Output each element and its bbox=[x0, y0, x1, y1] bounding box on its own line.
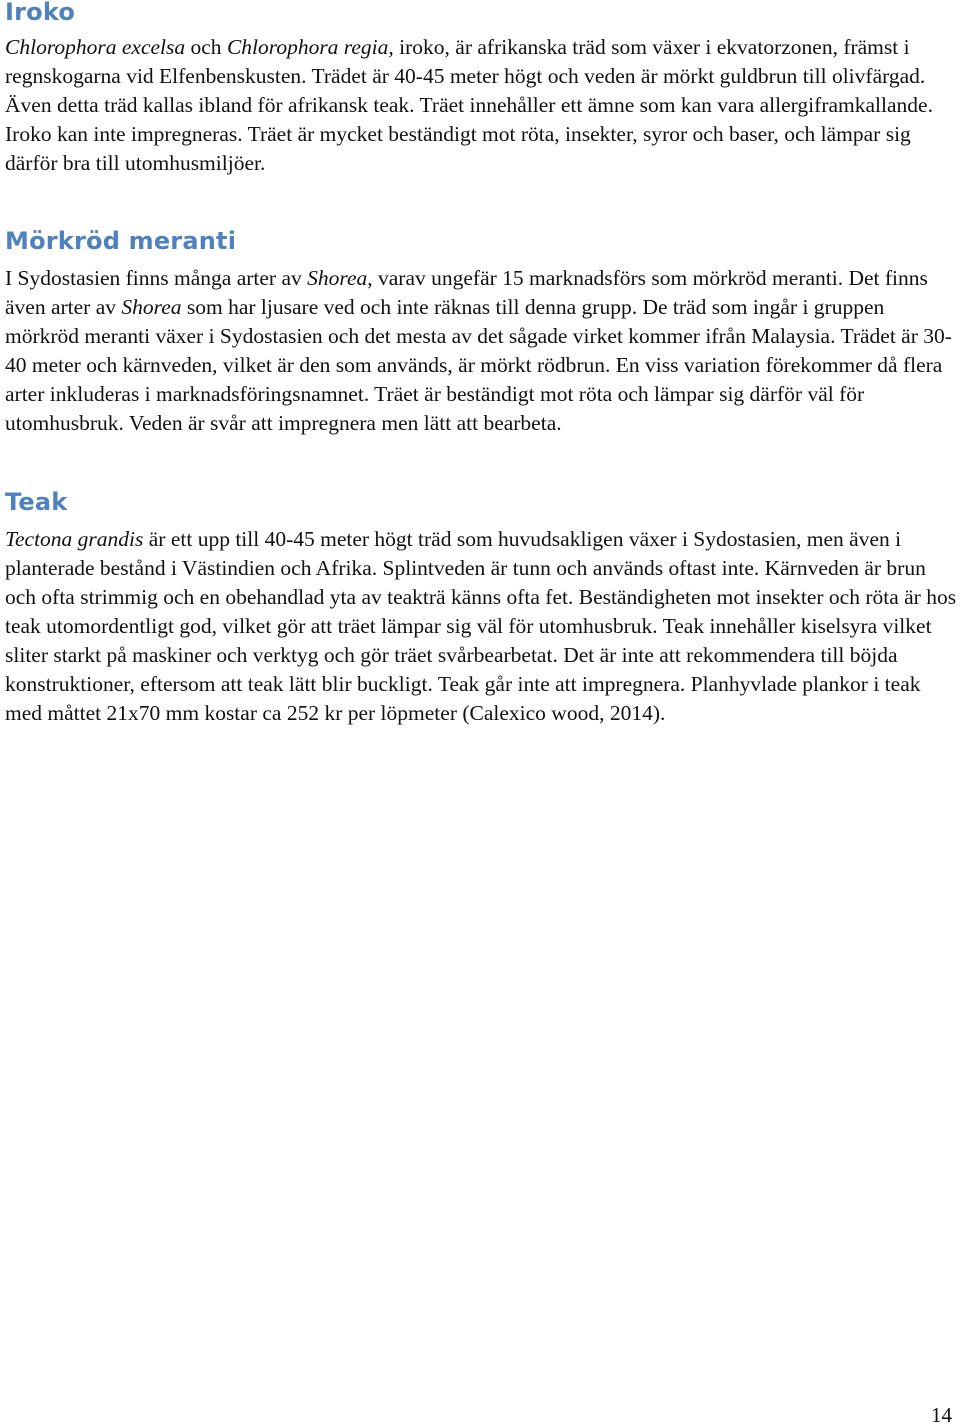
section-teak bbox=[5, 487, 957, 728]
text-run: som har ljusare ved och inte räknas till denna grupp. De träd som ingår i gruppen mörkröd meranti växer i Sydostasien och det mesta av det sågade virket kommer ifrån Malaysia. Trädet är 30-40 meter och kärnveden, vilket är den som används, är mörkt rödbrun. En viss variation förekommer då flera arter inkluderas i marknadsföringsnamnet. Träet är beständigt mot röta och lämpar sig därför väl för utomhusbruk. Veden är svår att impregnera men lätt att bearbeta. bbox=[5, 295, 952, 435]
species-name: Chlorophora regia, bbox=[226, 35, 394, 59]
heading-meranti: Mörkröd meranti bbox=[5, 227, 237, 255]
text-run: I Sydostasien finns många arter av bbox=[5, 266, 308, 290]
text-run: och bbox=[185, 35, 227, 59]
species-name: Shorea bbox=[307, 266, 368, 290]
paragraph-iroko bbox=[5, 33, 957, 178]
text-run: är ett upp till 40-45 meter högt träd som huvudsakligen växer i Sydostasien, men även i planterade bestånd i Västindien och Afrika. Splintveden är tunn och används oftast inte. Kärnveden är brun och ofta strimmig och en obehandlad yta av teakträ känns ofta fet. Beständigheten mot insekter och röta är hos teak utomordentligt god, vilket gör att träet lämpar sig väl för utomhusbruk. Teak innehåller kiselsyra vilket sliter starkt på maskiner och verktyg och gör träet svårbearbetat. Det är inte att rekommendera till böjda konstruktioner, eftersom att teak lätt blir buckligt. Teak går inte att impregnera. Planhyvlade plankor i teak med måttet 21x70 mm kostar ca 252 kr per löpmeter (Calexico wood, 2014). bbox=[5, 527, 957, 725]
species-name: Tectona grandis bbox=[5, 527, 144, 551]
heading-teak: Teak bbox=[5, 488, 68, 516]
text-run: , varav ungefär 15 marknadsförs som mörkröd meranti. Det finns även arter av bbox=[5, 266, 928, 319]
species-name: Chlorophora excelsa bbox=[5, 35, 186, 59]
page-number: 14 bbox=[931, 1403, 952, 1427]
paragraph-teak bbox=[5, 525, 957, 728]
section-meranti bbox=[5, 226, 957, 438]
paragraph-meranti bbox=[5, 264, 957, 438]
text-run: iroko, är afrikanska träd som växer i ekvatorzonen, främst i regnskogarna vid Elfenbenskusten. Trädet är 40-45 meter högt och veden är mörkt guldbrun till olivfärgad. Även detta träd kallas ibland för afrikansk teak. Träet innehåller ett ämne som kan vara allergiframkallande. Iroko kan inte impregneras. Träet är mycket beständigt mot röta, insekter, syror och baser, och lämpar sig därför bra till utomhusmiljöer. bbox=[5, 35, 933, 175]
species-name: Shorea bbox=[121, 295, 182, 319]
heading-iroko: Iroko bbox=[5, 0, 76, 26]
section-iroko bbox=[5, 0, 957, 178]
